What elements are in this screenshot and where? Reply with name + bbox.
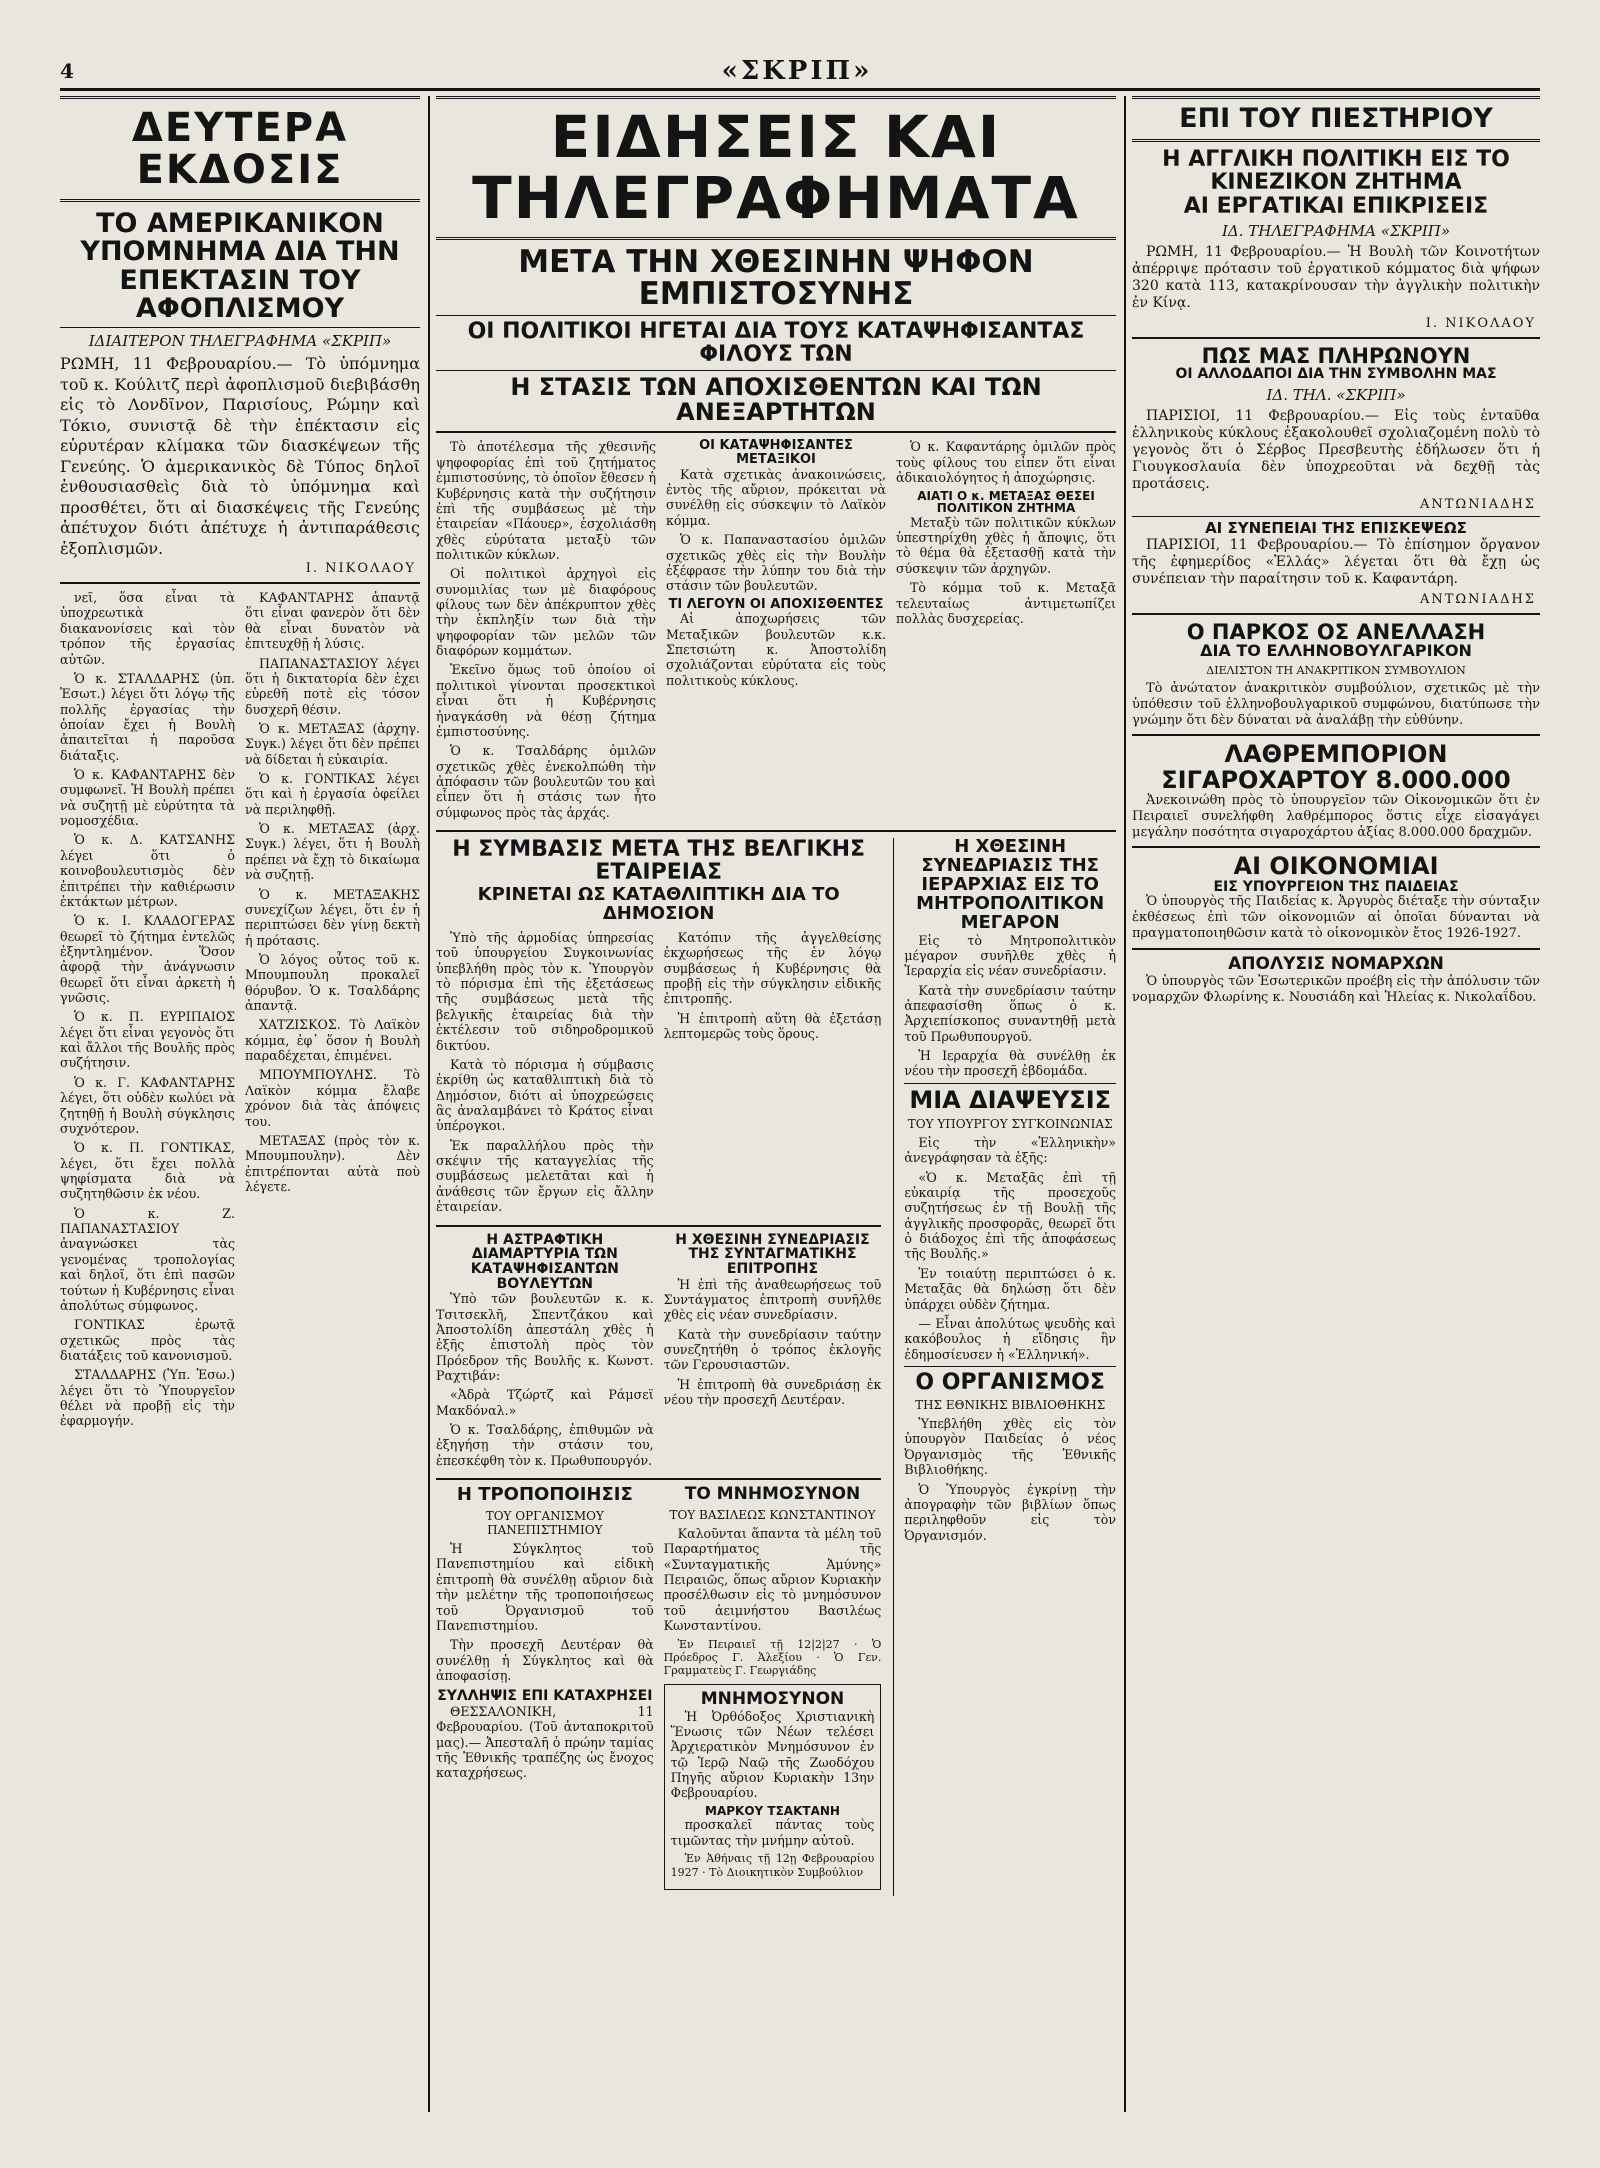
paragraph: ΘΕΣΣΑΛΟΝΙΚΗ, 11 Φεβρουαρίου. (Τοῦ ἀνταποκριτοῦ μας).— Ἀπεσταλῆ ὁ πρώην ταμίας τῆς Ἐθνικῆς τραπέζης ὡς ἔνοχος καταχρήσεως. — [436, 1704, 654, 1781]
memorial-notice — [664, 1684, 882, 1890]
subheadline-greek-bulgarian: ΔΙΑ ΤΟ ΕΛΛΗΝΟΒΟΥΛΓΑΡΙΚΟΝ — [1200, 641, 1472, 661]
paragraph: ΠΑΡΙΣΙΟΙ, 11 Φεβρουαρίου.— Τὸ ἐπίσημον ὄργανον τῆς ἐφημερίδος «Ἑλλάς» λέγεται ὅτι θὰ ἔχῃ ὡς συνέπειαν τὴν παραίτησιν τοῦ κ. Καφαντάρη. — [1132, 536, 1540, 587]
paragraph: προσκαλεῖ πάντας τοὺς τιμῶντας τὴν μνήμην αὐτοῦ. — [670, 1817, 875, 1848]
paragraph: Κατὰ σχετικὰς ἀνακοινώσεις, ἐντὸς τῆς αὔριον, πρόκειται νὰ συνέλθῃ εἰς σύσκεψιν τὸ Λαϊκὸν κόμμα. — [666, 466, 886, 528]
divider — [60, 582, 420, 584]
subheadline-leaders: ΟΙ ΠΟΛΙΤΙΚΟΙ ΗΓΕΤΑΙ ΔΙΑ ΤΟΥΣ ΚΑΤΑΨΗΦΙΣΑΝΤΑΣ ΦΙΛΟΥΣ ΤΩΝ — [467, 318, 1085, 367]
paragraph: Ὑπὸ τῶν βουλευτῶν κ. κ. Τσιτσεκλῆ, Σπεντζάκου καὶ Ἀποστολίδη ἀπεστάλη χθὲς ἡ ἑξῆς ἐπιστολὴ πρὸς τὸν Πρόεδρον τῆς Βουλῆς κ. Κωνστ. Ραχτιβάν: — [436, 1291, 654, 1384]
paragraph: Κατόπιν τῆς ἀγγελθείσης ἐκχωρήσεως τῆς ἐν λόγῳ συμβάσεως ἡ Κυβέρνησις θὰ προβῇ εἰς τὴν σύγκλησιν εἰδικῆς ἐπιτροπῆς. — [663, 930, 882, 1007]
paragraph: Ἡ ἐπιτροπὴ αὕτη θὰ ἐξετάσῃ λεπτομερῶς τοὺς ὅρους. — [663, 1010, 882, 1042]
paragraph: — Εἶναι ἀπολύτως ψευδὴς καὶ κακόβουλος ἡ εἴδησις ἣν ἐδημοσίευσεν ἡ «Ἑλληνική». — [904, 1315, 1116, 1362]
divider — [1132, 613, 1540, 615]
headline-constitutional-committee: Η ΧΘΕΣΙΝΗ ΣΥΝΕΔΡΙΑΣΙΣ ΤΗΣ ΣΥΝΤΑΓΜΑΤΙΚΗΣ ΕΠΙΤΡΟΠΗΣ — [675, 1231, 870, 1277]
subheadline-council: ΔΙΕΛΙΣΤΟΝ ΤΗ ΑΝΑΚΡΙΤΙΚΟΝ ΣΥΜΒΟΥΛΙΟΝ — [1206, 663, 1466, 677]
headline-smuggling: ΛΑΘΡΕΜΠΟΡΙΟΝ — [1224, 740, 1448, 769]
divider — [1132, 516, 1540, 517]
divider — [436, 370, 1116, 371]
paragraph: ΜΕΤΑΞΑΣ (πρὸς τὸν κ. Μπουμπουλην). Δὲν ἐπιτρέπονται αὐτὰ ποὺ λέγετε. — [245, 1132, 420, 1194]
paragraph: Ὁ κ. ΚΑΦΑΝΤΑΡΗΣ δὲν συμφωνεῖ. Ἡ Βουλὴ πρέπει νὰ συζητῇ μὲ εὐρύτητα τὰ νομοσχέδια. — [60, 767, 235, 829]
paragraph: ΧΑΤΖΙΣΚΟΣ. Τὸ Λαϊκὸν κόμμα, ἐφ᾽ ὅσον ἡ Βουλὴ παραδέχεται, ἐπιμένει. — [245, 1017, 420, 1064]
paragraph: ΓΟΝΤΙΚΑΣ ἐρωτᾷ σχετικῶς πρὸς τὰς διατάξεις τοῦ κανονισμοῦ. — [60, 1317, 235, 1363]
paragraph: Ὁ κ. Ζ. ΠΑΠΑΝΑΣΤΑΣΙΟΥ ἀναγνώσκει τὰς γενομένας τροπολογίας καὶ δηλοῖ, ὅτι ἐπὶ πασῶν τούτων ἡ Κυβέρνησις εἶναι ἀπολύτως σύμφωνος. — [60, 1205, 235, 1313]
source: ΙΔ. ΤΗΛΕΓΡΑΦΗΜΑ «ΣΚΡΙΠ» — [1221, 221, 1451, 240]
headline-university: Η ΤΡΟΠΟΠΟΙΗΣΙΣ — [456, 1484, 633, 1506]
paragraph: Ὁ κ. Τσαλδάρης ὁμιλῶν σχετικῶς χθὲς ἐνεκολπώθη τὴν ἀπόφασιν τῶν βουλευτῶν του καὶ εἶπεν ὅτι ἡ στάσις των ἦτο σύμφωνος πρὸς τὰς ἀρχάς. — [436, 743, 656, 820]
subheadline-abstainers: Η ΣΤΑΣΙΣ ΤΩΝ ΑΠΟΧΙΣΘΕΝΤΩΝ ΚΑΙ ΤΩΝ ΑΝΕΞΑΡΤΗΤΩΝ — [510, 373, 1042, 427]
paragraph: Τὴν προσεχῆ Δευτέραν θὰ συνέλθῃ ἡ Σύγκλητος καὶ θὰ ἀποφασίσῃ. — [436, 1637, 654, 1683]
divider — [436, 830, 1116, 832]
paragraph: Ἡ Ιεραρχία θὰ συνέλθῃ ἐκ νέου τὴν προσεχῆ ἑβδομάδα. — [904, 1048, 1116, 1079]
column-news — [436, 96, 1116, 2112]
column-second-edition — [60, 96, 420, 2112]
headline-visit: ΑΙ ΣΥΝΕΠΕΙΑΙ ΤΗΣ ΕΠΙΣΚΕΨΕΩΣ — [1205, 519, 1467, 538]
parliament-report — [60, 590, 420, 1433]
paragraph: Τὸ κόμμα τοῦ κ. Μεταξᾶ τελευταίως ἀντιμετωπίζει πολλὰς δυσχερείας. — [896, 580, 1116, 626]
paragraph: Ὁ κ. Π. ΕΥΡΙΠΑΙΟΣ λέγει ὅτι εἶναι γεγονὸς ὅτι καὶ ἄλλοι τῆς Βουλῆς πρὸς συζήτησιν. — [60, 1009, 235, 1071]
paragraph: Κατὰ τὴν συνεδρίασιν ταύτην ἀπεφασίσθη ὅπως ὁ κ. Ἀρχιεπίσκοπος συναντηθῇ μετὰ τοῦ Πρωθυπουργοῦ. — [904, 982, 1116, 1044]
headline-confidence-vote: ΜΕΤΑ ΤΗΝ ΧΘΕΣΙΝΗΝ ΨΗΦΟΝ ΕΜΠΙΣΤΟΣΥΝΗΣ — [518, 243, 1034, 313]
masthead: «ΣΚΡΙΠ» — [721, 56, 873, 86]
paragraph: Ὁ Ὑπουργὸς ἐγκρίνῃ τὴν ἀπογραφὴν τῶν βιβλίων ὅπως περιληφθοῦν εἰς τὸν Ὀργανισμόν. — [904, 1481, 1116, 1543]
signature: Ι. ΝΙΚΟΛΑΟΥ — [1425, 315, 1536, 331]
top-rule — [60, 88, 1540, 91]
column-press — [1132, 96, 1540, 2112]
headline-payment: ΠΩΣ ΜΑΣ ΠΛΗΡΩΝΟΥΝ — [1201, 343, 1471, 368]
headline-economies: ΑΙ ΟΙΚΟΝΟΜΙΑΙ — [1233, 852, 1439, 881]
divider — [1132, 948, 1540, 950]
divider — [60, 327, 420, 328]
paragraph: Ὑπὸ τῆς ἁρμοδίας ὑπηρεσίας τοῦ ὑπουργείου Συγκοινωνίας ὑπεβλήθη πρὸς τὸν κ. Ὑπουργὸν τὸ πόρισμα ἐπὶ τῆς ἐξετάσεως τῆς συμβάσεως μετὰ τῆς βελγικῆς ἑταιρείας διὰ τὴν ἐκτέλεσιν τοῦ σιδηροδρομικοῦ δικτύου. — [436, 930, 654, 1053]
divider — [436, 1225, 881, 1227]
memorial-name: ΜΑΡΚΟΥ ΤΣΑΚΤΑΝΗ — [705, 1803, 840, 1818]
paragraph: Τὸ ἀποτέλεσμα τῆς χθεσινῆς ψηφοφορίας ἐπὶ τοῦ ζητήματος ἐμπιστοσύνης, τὸ ὁποῖον ἔθεσεν ἡ Κυβέρνησις κατὰ τὴν συζήτησιν ἐπὶ τῆς συμβάσεως μὲ τὴν ἑταιρείαν «Πάουερ», ἐσχολιάσθη χθὲς εὐρύτατα μεταξὺ τῶν πολιτικῶν κύκλων. — [436, 439, 656, 562]
headline-memorial: ΜΝΗΜΟΣΥΝΟΝ — [700, 1688, 845, 1709]
paragraph: Ὁ κ. ΣΤΑΛΔΑΡΗΣ (ὑπ. Ἐσωτ.) λέγει ὅτι λόγῳ τῆς πολλῆς ἐργασίας τὴν ὁποίαν ἔχει ἡ Βουλὴ ἀπαιτεῖται ἡ παροῦσα διάταξις. — [60, 670, 235, 763]
signature: ΑΝΤΩΝΙΑΔΗΣ — [1419, 497, 1536, 513]
paragraph: Ὁ κ. Καφαντάρης ὁμιλῶν πρὸς τοὺς φίλους του εἶπεν ὅτι εἶναι ἀδικαιολόγητος ἡ ἀποχώρησις. — [896, 439, 1116, 486]
paragraph: Ὁ κ. ΓΟΝΤΙΚΑΣ λέγει ὅτι καὶ ἡ ἐργασία ὀφείλει νὰ περιληφθῇ. — [245, 771, 420, 817]
divider — [904, 1366, 1116, 1367]
divider — [1132, 337, 1540, 339]
divider — [1132, 846, 1540, 848]
paragraph: Εἰς τὴν «Ἑλληνικὴν» ἀνεγράφησαν τὰ ἑξῆς: — [904, 1134, 1116, 1166]
divider — [904, 1083, 1116, 1084]
paragraph: «Ἀδρὰ Τζώρτζ καὶ Ράμσεϊ Μακδόναλ.» — [436, 1387, 654, 1418]
subheading: ΤΙ ΛΕΓΟΥΝ ΟΙ ΑΠΟΧΙΣΘΕΝΤΕΣ — [668, 596, 884, 612]
paragraph: Ὁ κ. Ι. ΚΛΑΔΟΓΕΡΑΣ θεωρεῖ τὸ ζήτημα ἐντελῶς ἐξηντλημένον. Ὅσον ἀφορᾷ τὴν ἀνάγνωσιν θεωρεῖ ὅτι εἶναι ἀρκετὴ ἡ γνῶσις. — [60, 913, 235, 1006]
lead-signature: Ι. ΝΙΚΟΛΑΟΥ — [305, 561, 416, 577]
divider — [436, 315, 1116, 316]
lead-body: ΡΩΜΗ, 11 Φεβρουαρίου.— Τὸ ὑπόμνημα τοῦ κ. Κούλιτζ περὶ ἀφοπλισμοῦ διεβιβάσθη εἰς τὸ Λονδῖνον, Παρισίους, Ρώμην καὶ Τόκιο, συνιστᾷ δὲ τὴν ἐπέκτασιν εἰς εὐρυτέραν κλίμακα τῶν διασκέψεων τῆς Γενεύης. Ὁ ἀμερικανικὸς δὲ Τύπος δηλοῖ ἐνθουσιασθεὶς διὰ τὸ ὑπόμνημα καὶ προσθέτει, ὅτι αἱ διασκέψεις τῆς Γενεύης ἀπέτυχον διότι ἀπέτυχε ἡ ἀντιπαράθεσις ἐξοπλισμῶν. — [60, 354, 420, 558]
subheadline-denial: ΤΟΥ ΥΠΟΥΡΓΟΥ ΣΥΓΚΟΙΝΩΝΙΑΣ — [907, 1116, 1113, 1131]
subheadline-university: ΤΟΥ ΟΡΓΑΝΙΣΜΟΥ ΠΑΝΕΠΙΣΤΗΜΙΟΥ — [485, 1509, 604, 1538]
bottom-left-stories — [436, 1486, 881, 1896]
news-banner: ΕΙΔΗΣΕΙΣ ΚΑΙ ΤΗΛΕΓΡΑΦΗΜΑΤΑ — [436, 96, 1116, 240]
headline-protest: Η ΑΣΤΡΑΦΤΙΚΗ ΔΙΑΜΑΡΤΥΡΙΑ ΤΩΝ ΚΑΤΑΨΗΦΙΣΑΝΤΩΝ ΒΟΥΛΕΥΤΩΝ — [470, 1231, 619, 1292]
subheadline-memorial-king: ΤΟΥ ΒΑΣΙΛΕΩΣ ΚΩΝΣΤΑΝΤΙΝΟΥ — [669, 1508, 876, 1523]
page-number: 4 — [60, 59, 74, 83]
paragraph: ΡΩΜΗ, 11 Φεβρουαρίου.— Ἡ Βουλὴ τῶν Κοινοτήτων ἀπέρριψε πρότασιν τοῦ ἐργατικοῦ κόμματος διὰ ψήφων 320 κατὰ 113, κατακρίνουσαν τὴν ἀγγλικὴν πολιτικὴν ἐν Κίνᾳ. — [1132, 243, 1540, 311]
headline-greek-bulgarian: Ο ΠΑΡΚΟΣ ΟΣ ΑΝΕΛΛΑΣΗ — [1186, 620, 1486, 645]
memorial-sign: Ἐν Ἀθήναις τῇ 12ῃ Φεβρουαρίου 1927 · Τὸ Διοικητικὸν Συμβούλιον — [670, 1852, 875, 1879]
paragraph: Ἀνεκοινώθη πρὸς τὸ ὑπουργεῖον τῶν Οἰκονομικῶν ὅτι ἐν Πειραιεῖ συνελήφθη λαθρέμπορος ὅστις εἶχε εἰσαγάγει μεγάλην ποσότητα σιγαροχάρτου ἀξίας 8.000.000 δραχμῶν. — [1132, 792, 1540, 840]
paragraph: Εἰς τὸ Μητροπολιτικὸν μέγαρον συνῆλθε χθὲς ἡ Ἱεραρχία εἰς νέαν συνεδρίασιν. — [904, 932, 1116, 979]
lead-source: ΙΔΙΑΙΤΕΡΟΝ ΤΗΛΕΓΡΑΦΗΜΑ «ΣΚΡΙΠ» — [88, 332, 392, 351]
subheadline-labour: ΑΙ ΕΡΓΑΤΙΚΑΙ ΕΠΙΚΡΙΣΕΙΣ — [1183, 193, 1489, 219]
divider — [436, 431, 1116, 433]
headline-memorial-king: ΤΟ ΜΝΗΜΟΣΥΝΟΝ — [684, 1484, 861, 1505]
paragraph: Ὁ κ. Παπαναστασίου ὁμιλῶν σχετικῶς χθὲς εἰς τὴν Βουλὴν ἐξέφρασε τὴν λύπην του διὰ τὴν στάσιν τῶν βουλευτῶν. — [666, 532, 886, 594]
paragraph: Ἡ Ὀρθόδοξος Χριστιανικὴ Ἕνωσις τῶν Νέων τελέσει Ἀρχιερατικὸν Μνημόσυνον ἐν τῷ Ἱερῷ Ναῷ τῆς Ζωοδόχου Πηγῆς αὔριον Κυριακὴν 13ην Φεβρουαρίου. — [670, 1708, 875, 1801]
headline-english-policy: Η ΑΓΓΛΙΚΗ ΠΟΛΙΤΙΚΗ ΕΙΣ ΤΟ ΚΙΝΕΖΙΚΟΝ ΖΗΤΗΜΑ — [1162, 147, 1510, 196]
paragraph: Κατὰ τὸ πόρισμα ἡ σύμβασις ἐκρίθη ὡς καταθλιπτικὴ διὰ τὸ Δημόσιον, διότι αἱ ὑποχρεώσεις ἃς ἀναλαμβάνει τὸ Κράτος εἶναι ὑπέρογκοι. — [436, 1056, 654, 1134]
press-banner: ΕΠΙ ΤΟΥ ΠΙΕΣΤΗΡΙΟΥ — [1132, 96, 1540, 142]
paragraph: Ἡ ἐπὶ τῆς ἀναθεωρήσεως τοῦ Συντάγματος ἐπιτροπὴ συνῆλθε χθὲς εἰς νέαν συνεδρίασιν. — [663, 1276, 882, 1323]
column-rule — [1124, 96, 1126, 2112]
paragraph: Ὁ κ. Π. ΓΟΝΤΙΚΑΣ, λέγει, ὅτι ἔχει πολλὰ ψηφίσματα διὰ νὰ συζητηθῶσιν ἐκ νέου. — [60, 1140, 235, 1202]
subheadline-belgian-contract: ΚΡΙΝΕΤΑΙ ΩΣ ΚΑΤΑΘΛΙΠΤΙΚΗ ΔΙΑ ΤΟ ΔΗΜΟΣΙΟΝ — [477, 884, 840, 925]
divider — [1132, 734, 1540, 736]
confidence-vote-story — [436, 439, 1116, 824]
lower-left-stories — [436, 1233, 881, 1473]
headline-prefects: ΑΠΟΛΥΣΙΣ ΝΟΜΑΡΧΩΝ — [1228, 953, 1444, 974]
subheadline-payment: ΟΙ ΑΛΛΟΔΑΠΟΙ ΔΙΑ ΤΗΝ ΣΥΜΒΟΛΗΝ ΜΑΣ — [1175, 365, 1497, 382]
memorial-signature: Ἐν Πειραιεῖ τῇ 12|2|27 · Ὁ Πρόεδρος Γ. Ἀλεξίου · Ὁ Γεν. Γραμματεὺς Γ. Γεωργιάδης — [663, 1637, 882, 1678]
paragraph: Οἱ πολιτικοὶ ἀρχηγοὶ εἰς συνομιλίας των μὲ διαφόρους φίλους των δὲν ἀπέκρυπτον χθὲς τὴν ἐκπληξίν των διὰ τὴν ψηφοφορίαν τῶν μελῶν τῶν διαφόρων κομμάτων. — [436, 566, 656, 659]
paragraph: Ὁ κ. Τσαλδάρης, ἐπιθυμῶν νὰ ἐξηγήσῃ τὴν στάσιν του, ἐπεσκέφθη τὸν κ. Πρωθυπουργόν. — [436, 1422, 654, 1468]
paragraph: Μεταξὺ τῶν πολιτικῶν κύκλων ὑπεστηρίχθη χθὲς ἡ ἄποψις, ὅτι τὸ θέμα θὰ ἐξετασθῇ κατὰ τὴν σύσκεψιν τῶν ἀρχηγῶν. — [896, 514, 1116, 576]
paragraph: Τὸ ἀνώτατον ἀνακριτικὸν συμβούλιον, σχετικῶς μὲ τὴν ὑπόθεσιν τοῦ ἑλληνοβουλγαρικοῦ συμφώνου, διατύπωσε τὴν γνώμην ὅτι δὲν δύναται νὰ ἀναλάβῃ τὴν εὐθύνην. — [1132, 680, 1540, 728]
paragraph: Ὁ κ. ΜΕΤΑΞΑΣ (ἀρχηγ. Συγκ.) λέγει ὅτι δὲν πρέπει νὰ δίδεται ἡ εὐκαιρία. — [245, 720, 420, 767]
paragraph: «Ὁ κ. Μεταξᾶς ἐπὶ τῇ εὐκαιρίᾳ τῆς προσεχοῦς συζητήσεως ἐν τῇ Βουλῇ τῆς ἀγγλικῆς προσφορᾶς, θεωρεῖ ὅτι ὁ διάδοχος ἐπὶ τῆς ἀποφάσεως τῆς Βουλῆς.» — [904, 1169, 1116, 1262]
paragraph: Ὁ λόγος οὗτος τοῦ κ. Μπουμπουλη προκαλεῖ θόρυβον. Ὁ κ. Τσαλδάρης ἀπαντᾷ. — [245, 951, 420, 1014]
paragraph: ΠΑΡΙΣΙΟΙ, 11 Φεβρουαρίου.— Εἰς τοὺς ἐνταῦθα ἑλληνικοὺς κύκλους ἐξακολουθεῖ σχολιαζομένη πολὺ τὸ γεγονὸς ὅτι ὁ Σέρβος Πρεσβευτὴς ἐδήλωσεν ὅτι ἡ Γιουγκοσλαυία δὲν ὑποχρεοῦται νὰ δεχθῇ τὰς προτάσεις. — [1132, 407, 1540, 492]
paragraph: Ὁ ὑπουργὸς τῆς Παιδείας κ. Ἀργυρὸς διέταξε τὴν σύνταξιν ἐκθέσεως ἐπὶ τῶν οἰκονομιῶν αἱ ὁποῖαι δύνανται νὰ πραγματοποιηθῶσιν κατὰ τὸ οἰκονομικὸν ἔτος 1926-1927. — [1132, 894, 1540, 942]
paragraph: Ὑπεβλήθη χθὲς εἰς τὸν ὑπουργὸν Παιδείας ὁ νέος Ὀργανισμὸς τῆς Ἐθνικῆς Βιβλιοθήκης. — [904, 1416, 1116, 1478]
paragraph: Αἱ ἀποχωρήσεις τῶν Μεταξικῶν βουλευτῶν κ.κ. Σπετσιώτη κ. Ἀποστολίδη σχολιάζονται εὐρύτατα εἰς τοὺς πολιτικοὺς κύκλους. — [666, 611, 886, 688]
headline-belgian-contract: Η ΣΥΜΒΑΣΙΣ ΜΕΤΑ ΤΗΣ ΒΕΛΓΙΚΗΣ ΕΤΑΙΡΕΙΑΣ — [452, 837, 866, 886]
subheadline-library: ΤΗΣ ΕΘΝΙΚΗΣ ΒΙΒΛΙΟΘΗΚΗΣ — [915, 1398, 1106, 1413]
signature: ΑΝΤΩΝΙΑΔΗΣ — [1419, 592, 1536, 608]
paragraph: Ὁ κ. Δ. ΚΑΤΣΑΝΗΣ λέγει ὅτι ὁ κοινοβουλευτισμὸς δὲν ἐπιτρέπει τὴν καθιέρωσιν ἐκτάκτων μέτρων. — [60, 832, 235, 909]
page-header — [60, 56, 1540, 86]
headline-hierarchy: Η ΧΘΕΣΙΝΗ ΣΥΝΕΔΡΙΑΣΙΣ ΤΗΣ ΙΕΡΑΡΧΙΑΣ ΕΙΣ ΤΟ ΜΗΤΡΟΠΟΛΙΤΙΚΟΝ ΜΕΓΑΡΟΝ — [916, 836, 1105, 933]
paragraph: Κατὰ τὴν συνεδρίασιν ταύτην συνεζητήθη ὁ τρόπος ἐκλογῆς τῶν Γερουσιαστῶν. — [663, 1326, 882, 1373]
paragraph: Ὁ κ. Γ. ΚΑΦΑΝΤΑΡΗΣ λέγει, ὅτι οὐδὲν κωλύει νὰ ζητηθῇ ἡ Βουλὴ σύγκλησις συχνότερον. — [60, 1074, 235, 1136]
headline-denial: ΜΙΑ ΔΙΑΨΕΥΣΙΣ — [909, 1085, 1112, 1114]
source: ΙΔ. ΤΗΛ. «ΣΚΡΙΠ» — [1266, 385, 1406, 404]
paragraph: Ἐκ παραλλήλου πρὸς τὴν σκέψιν τῆς καταγγελίας τῆς συμβάσεως μελετᾶται καὶ ἡ ἀνάθεσις τῶν ἔργων εἰς ἄλλην ἑταιρείαν. — [436, 1137, 654, 1215]
headline-arrest: ΣΥΛΛΗΨΙΣ ΕΠΙ ΚΑΤΑΧΡΗΣΕΙ — [437, 1688, 653, 1705]
paragraph: ΠΑΠΑΝΑΣΤΑΣΙΟΥ λέγει ὅτι ἡ δικτατορία δὲν ἐχει εὑρεθῆ ποτὲ εἰς τόσον δυσχερῆ θέσιν. — [245, 655, 420, 717]
lower-right-stories — [893, 838, 1116, 1896]
divider — [436, 1478, 881, 1480]
paragraph: Ἐν τοιαύτῃ περιπτώσει ὁ κ. Μεταξᾶς θὰ δηλώσῃ ὅτι δὲν ὑπάρχει οὐδὲν ζήτημα. — [904, 1265, 1116, 1312]
belgian-contract-story — [436, 930, 881, 1218]
lead-headline: ΤΟ ΑΜΕΡΙΚΑΝΙΚΟΝ ΥΠΟΜΝΗΜΑ ΔΙΑ ΤΗΝ ΕΠΕΚΤΑΣΙΝ ΤΟΥ ΑΦΟΠΛΙΣΜΟΥ — [80, 208, 400, 325]
paragraph: νεῖ, ὅσα εἶναι τὰ ὑποχρεωτικὰ διακανονίσεις καὶ τὸν τρόπον τῆς ἐργασίας αὐτῶν. — [60, 590, 235, 667]
paragraph: Καλοῦνται ἅπαντα τὰ μέλη τοῦ Παραρτήματος τῆς «Συνταγματικῆς Ἀμύνης» Πειραιῶς, ὅπως αὔριον Κυριακὴν προσέλθωσιν εἰς τὸ μνημόσυνον τοῦ ἀειμνήστου Βασιλέως Κωνσταντίνου. — [663, 1526, 882, 1634]
paragraph: Ὁ κ. ΜΕΤΑΞΑΚΗΣ συνεχίζων λέγει, ὅτι ἐν ἡ περιπτώσει δὲν γίνῃ δεκτὴ ἡ πρότασις. — [245, 886, 420, 948]
paragraph: Ὁ κ. ΜΕΤΑΞΑΣ (ἀρχ. Συγκ.) λέγει, ὅτι ἡ Βουλὴ πρέπει νὰ ἔχῃ τὸ δικαίωμα νὰ συζητῇ. — [245, 821, 420, 883]
paragraph: Ἡ Σύγκλητος τοῦ Πανεπιστημίου καὶ εἰδικὴ ἐπιτροπὴ θὰ συνέλθῃ αὔριον διὰ τὴν μελέτην τῆς τροποποιήσεως τοῦ Ὀργανισμοῦ τοῦ Πανεπιστημίου. — [436, 1541, 654, 1633]
edition-banner: ΔΕΥΤΕΡΑ ΕΚΔΟΣΙΣ — [60, 96, 420, 202]
lower-news-grid — [436, 838, 1116, 1896]
paragraph: Ὁ ὑπουργὸς τῶν Ἐσωτερικῶν προέβη εἰς τὴν ἀπόλυσιν τῶν νομαρχῶν Φλωρίνης κ. Νουσιάδη καὶ Ἠλείας κ. Νικολαΐδου. — [1132, 973, 1540, 1005]
paragraph: Ἐκεῖνο ὅμως τοῦ ὁποίου οἱ πολιτικοὶ γίνονται προσεκτικοὶ εἶναι ὅτι ἡ Κυβέρνησις ἠναγκάσθη νὰ θέσῃ ζήτημα ἐμπιστοσύνης. — [436, 662, 656, 739]
paragraph: ΚΑΦΑΝΤΑΡΗΣ ἀπαντᾷ ὅτι εἶναι φανερὸν ὅτι δὲν θὰ εἶναι δυνατὸν νὰ ἐπιτευχθῇ ἡ λύσις. — [245, 590, 420, 652]
column-rule — [428, 96, 430, 2112]
subheading: ΑΙΑΤΙ Ο κ. ΜΕΤΑΞΑΣ ΘΕΣΕΙ ΠΟΛΙΤΙΚΟΝ ΖΗΤΗΜΑ — [917, 488, 1095, 516]
subheading: ΟΙ ΚΑΤΑΨΗΦΙΣΑΝΤΕΣ ΜΕΤΑΞΙΚΟΙ — [699, 438, 853, 468]
paragraph: ΜΠΟΥΜΠΟΥΛΗΣ. Τὸ Λαϊκὸν κόμμα ἔλαβε χρόνον διὰ τὰς ἀπόψεις του. — [245, 1067, 420, 1129]
headline-library: Ο ΟΡΓΑΝΙΣΜΟΣ — [915, 1369, 1105, 1395]
paragraph: Ἡ ἐπιτροπὴ θὰ συνεδριάσῃ ἐκ νέου τὴν προσεχῆ Δευτέραν. — [663, 1376, 882, 1408]
subheadline-economies: ΕΙΣ ΥΠΟΥΡΓΕΙΟΝ ΤΗΣ ΠΑΙΔΕΙΑΣ — [1213, 878, 1459, 895]
paragraph: ΣΤΑΛΔΑΡΗΣ (Ὑπ. Ἐσω.) λέγει ὅτι τὸ Ὑπουργεῖον θέλει νὰ προβῇ εἰς τὴν ἐφαρμογήν. — [60, 1367, 235, 1429]
subheadline-smuggling: ΣΙΓΑΡΟΧΑΡΤΟΥ 8.000.000 — [1161, 765, 1511, 794]
